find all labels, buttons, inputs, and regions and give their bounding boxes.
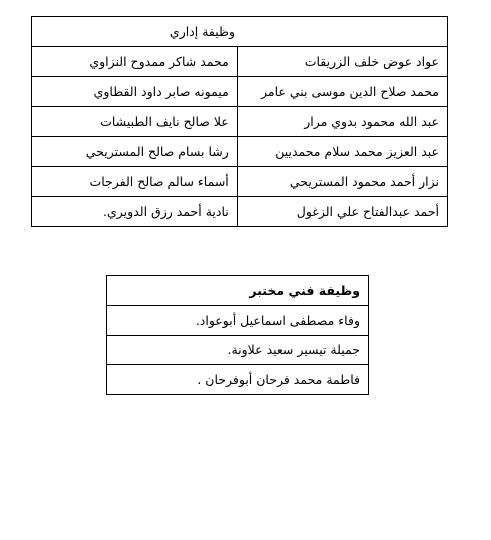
name-cell: علا صالح نايف الطبيشات xyxy=(32,107,238,137)
table-row xyxy=(107,335,369,365)
table-row xyxy=(107,305,369,335)
table-row xyxy=(32,167,448,197)
admin-job-table xyxy=(31,16,448,227)
table-row xyxy=(32,107,448,137)
name-cell: نزار أحمد محمود المستريحي xyxy=(237,167,447,197)
admin-job-title: وظيفة إداري xyxy=(32,17,448,47)
name-cell: وفاء مصطفى اسماعيل أبوعواد. xyxy=(107,305,369,335)
name-cell: عواد عوض خلف الزريقات xyxy=(237,47,447,77)
table-title-row xyxy=(107,276,369,306)
name-cell: أسماء سالم صالح الفرجات xyxy=(32,167,238,197)
name-cell: نادية أحمد رزق الدويري. xyxy=(32,197,238,227)
name-cell: ميمونه صابر داود القطاوي xyxy=(32,77,238,107)
name-cell: عبد الله محمود بدوي مرار xyxy=(237,107,447,137)
name-cell: أحمد عبدالفتاح علي الزغول xyxy=(237,197,447,227)
lab-technician-job-table xyxy=(106,275,369,395)
table-row xyxy=(32,77,448,107)
name-cell: رشا بسام صالح المستريحي xyxy=(32,137,238,167)
table-title-row xyxy=(32,17,448,47)
name-cell: جميلة تيسير سعيد علاونة. xyxy=(107,335,369,365)
table-row xyxy=(32,137,448,167)
lab-technician-job-title: وظيفة فني مختبر xyxy=(107,276,369,306)
name-cell: فاطمة محمد فرحان أبوفرحان . xyxy=(107,365,369,395)
name-cell: عبد العزيز محمد سلام محمديين xyxy=(237,137,447,167)
table-row xyxy=(32,47,448,77)
name-cell: محمد شاكر ممدوح النزاوي xyxy=(32,47,238,77)
table-row xyxy=(32,197,448,227)
table-row xyxy=(107,365,369,395)
name-cell: محمد صلاح الدين موسى بني عامر xyxy=(237,77,447,107)
